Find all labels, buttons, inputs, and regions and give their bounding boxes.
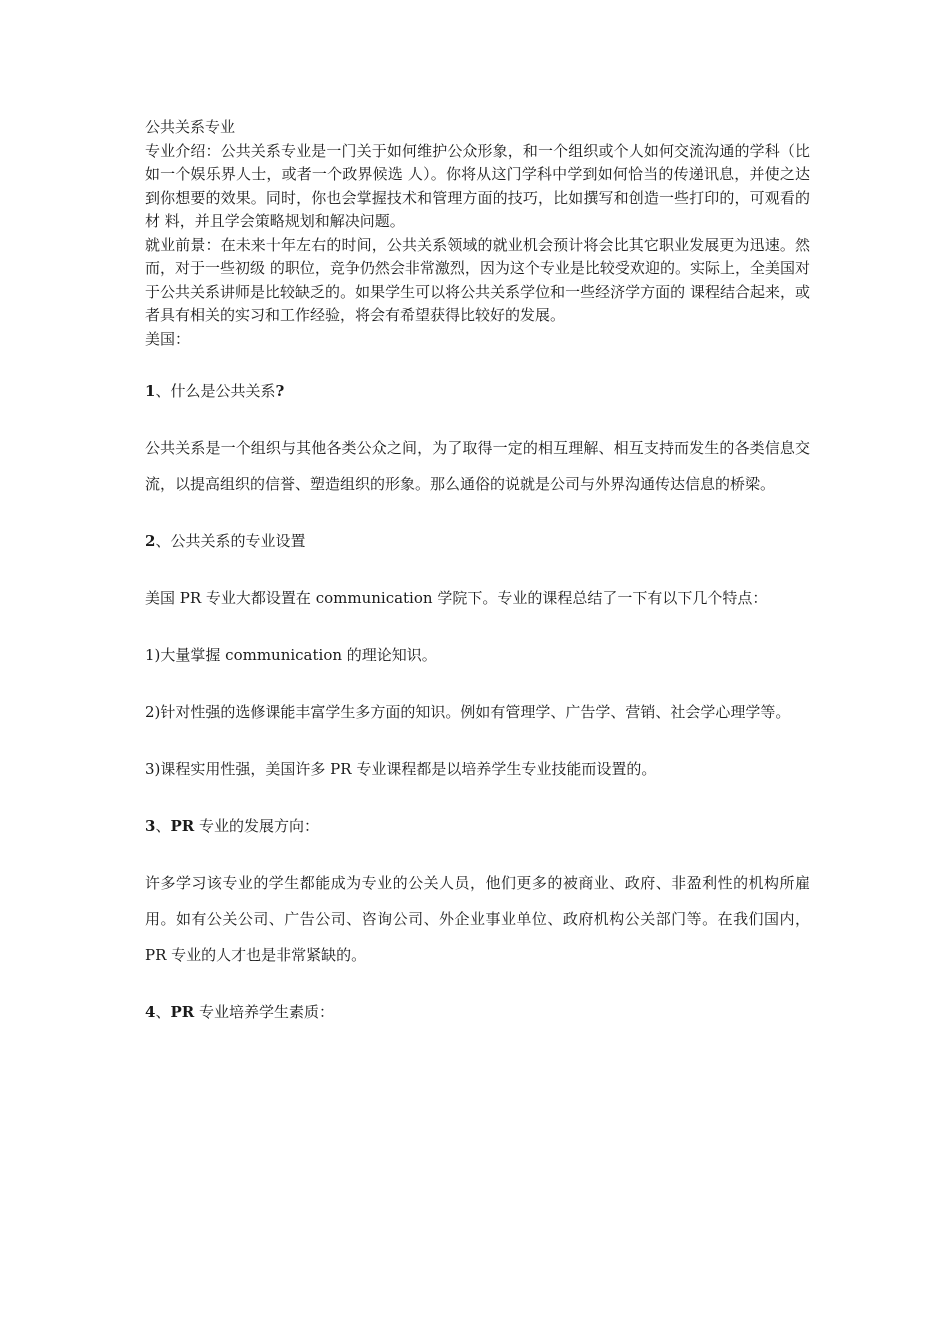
intro-block (145, 116, 810, 351)
prospects-paragraph: 就业前景：在未来十年左右的时间，公共关系领域的就业机会预计将会比其它职业发展更为迅速。然而，对于一些初级 的职位，竞争仍然会非常激烈，因为这个专业是比较受欢迎的。实际上，全美国对于公共关系讲师是比较缺乏的。如果学生可以将公共关系学位和一些经济学方面的 课程结合起来，或者具有相关的实习和工作经验，将会有希望获得比较好的发展。 (145, 235, 810, 324)
section-number: 3 (145, 817, 156, 835)
spacer (145, 502, 810, 523)
spacer (145, 409, 810, 430)
section-body-3: 许多学习该专业的学生都能成为专业的公关人员，他们更多的被商业、政府、非盈利性的机构所雇用。如有公关公司、广告公司、咨询公司、外企业事业单位、政府机构公关部门等。在我们国内，PR 专业的人才也是非常紧缺的。 (145, 874, 810, 964)
section-abbr: PR (170, 817, 195, 835)
section-heading-3 (145, 808, 810, 844)
spacer (145, 973, 810, 994)
section-title: 专业培养学生素质： (194, 1003, 334, 1021)
spacer (145, 351, 810, 373)
overview-paragraph: 专业介绍：公共关系专业是一门关于如何维护公众形象，和一个组织或个人如何交流沟通的学科（比如一个娱乐界人士，或者一个政界候选 人）。你将从这门学科中学到如何恰当的传递讯息，并使之达到你想要的效果。同时，你也会掌握技术和管理方面的技巧，比如撰写和创造一些打印的，可观看的材 料，并且学会策略规划和解决问题。 (145, 141, 810, 230)
section-body-2: 美国 PR 专业大都设置在 communication 学院下。专业的课程总结了一下有以下几个特点： (145, 589, 768, 607)
list-item: 2)针对性强的选修课能丰富学生多方面的知识。例如有管理学、广告学、营销、社会学心理学等。 (145, 703, 791, 721)
section-title-tail: ? (275, 382, 285, 400)
section-title: 公共关系的专业设置 (170, 532, 306, 550)
section-abbr: PR (170, 1003, 195, 1021)
spacer (145, 730, 810, 751)
section-number: 2 (145, 532, 156, 550)
spacer (145, 844, 810, 865)
spacer (145, 559, 810, 580)
spacer (145, 673, 810, 694)
spacer (145, 787, 810, 808)
section-separator: 、 (155, 1003, 171, 1021)
section-separator: 、 (155, 817, 171, 835)
list-item: 3)课程实用性强，美国许多 PR 专业课程都是以培养学生专业技能而设置的。 (145, 760, 657, 778)
section-number: 1 (145, 382, 156, 400)
spacer (145, 616, 810, 637)
section-number: 4 (145, 1003, 156, 1021)
usa-label: 美国： (145, 329, 191, 348)
section-body-1: 公共关系是一个组织与其他各类公众之间，为了取得一定的相互理解、相互支持而发生的各类信息交流，以提高组织的信誉、塑造组织的形象。那么通俗的说就是公司与外界沟通传达信息的桥梁。 (145, 439, 810, 493)
list-item: 1)大量掌握 communication 的理论知识。 (145, 646, 437, 664)
section-separator: 、 (155, 382, 171, 400)
document-title: 公共关系专业 (145, 118, 236, 136)
section-title: 专业的发展方向： (194, 817, 319, 835)
section-title: 什么是公共关系 (170, 382, 276, 400)
section-separator: 、 (155, 532, 171, 550)
section-heading-4 (145, 994, 810, 1030)
section-heading-2 (145, 523, 810, 559)
document-page (145, 116, 810, 1030)
section-heading-1 (145, 373, 810, 409)
